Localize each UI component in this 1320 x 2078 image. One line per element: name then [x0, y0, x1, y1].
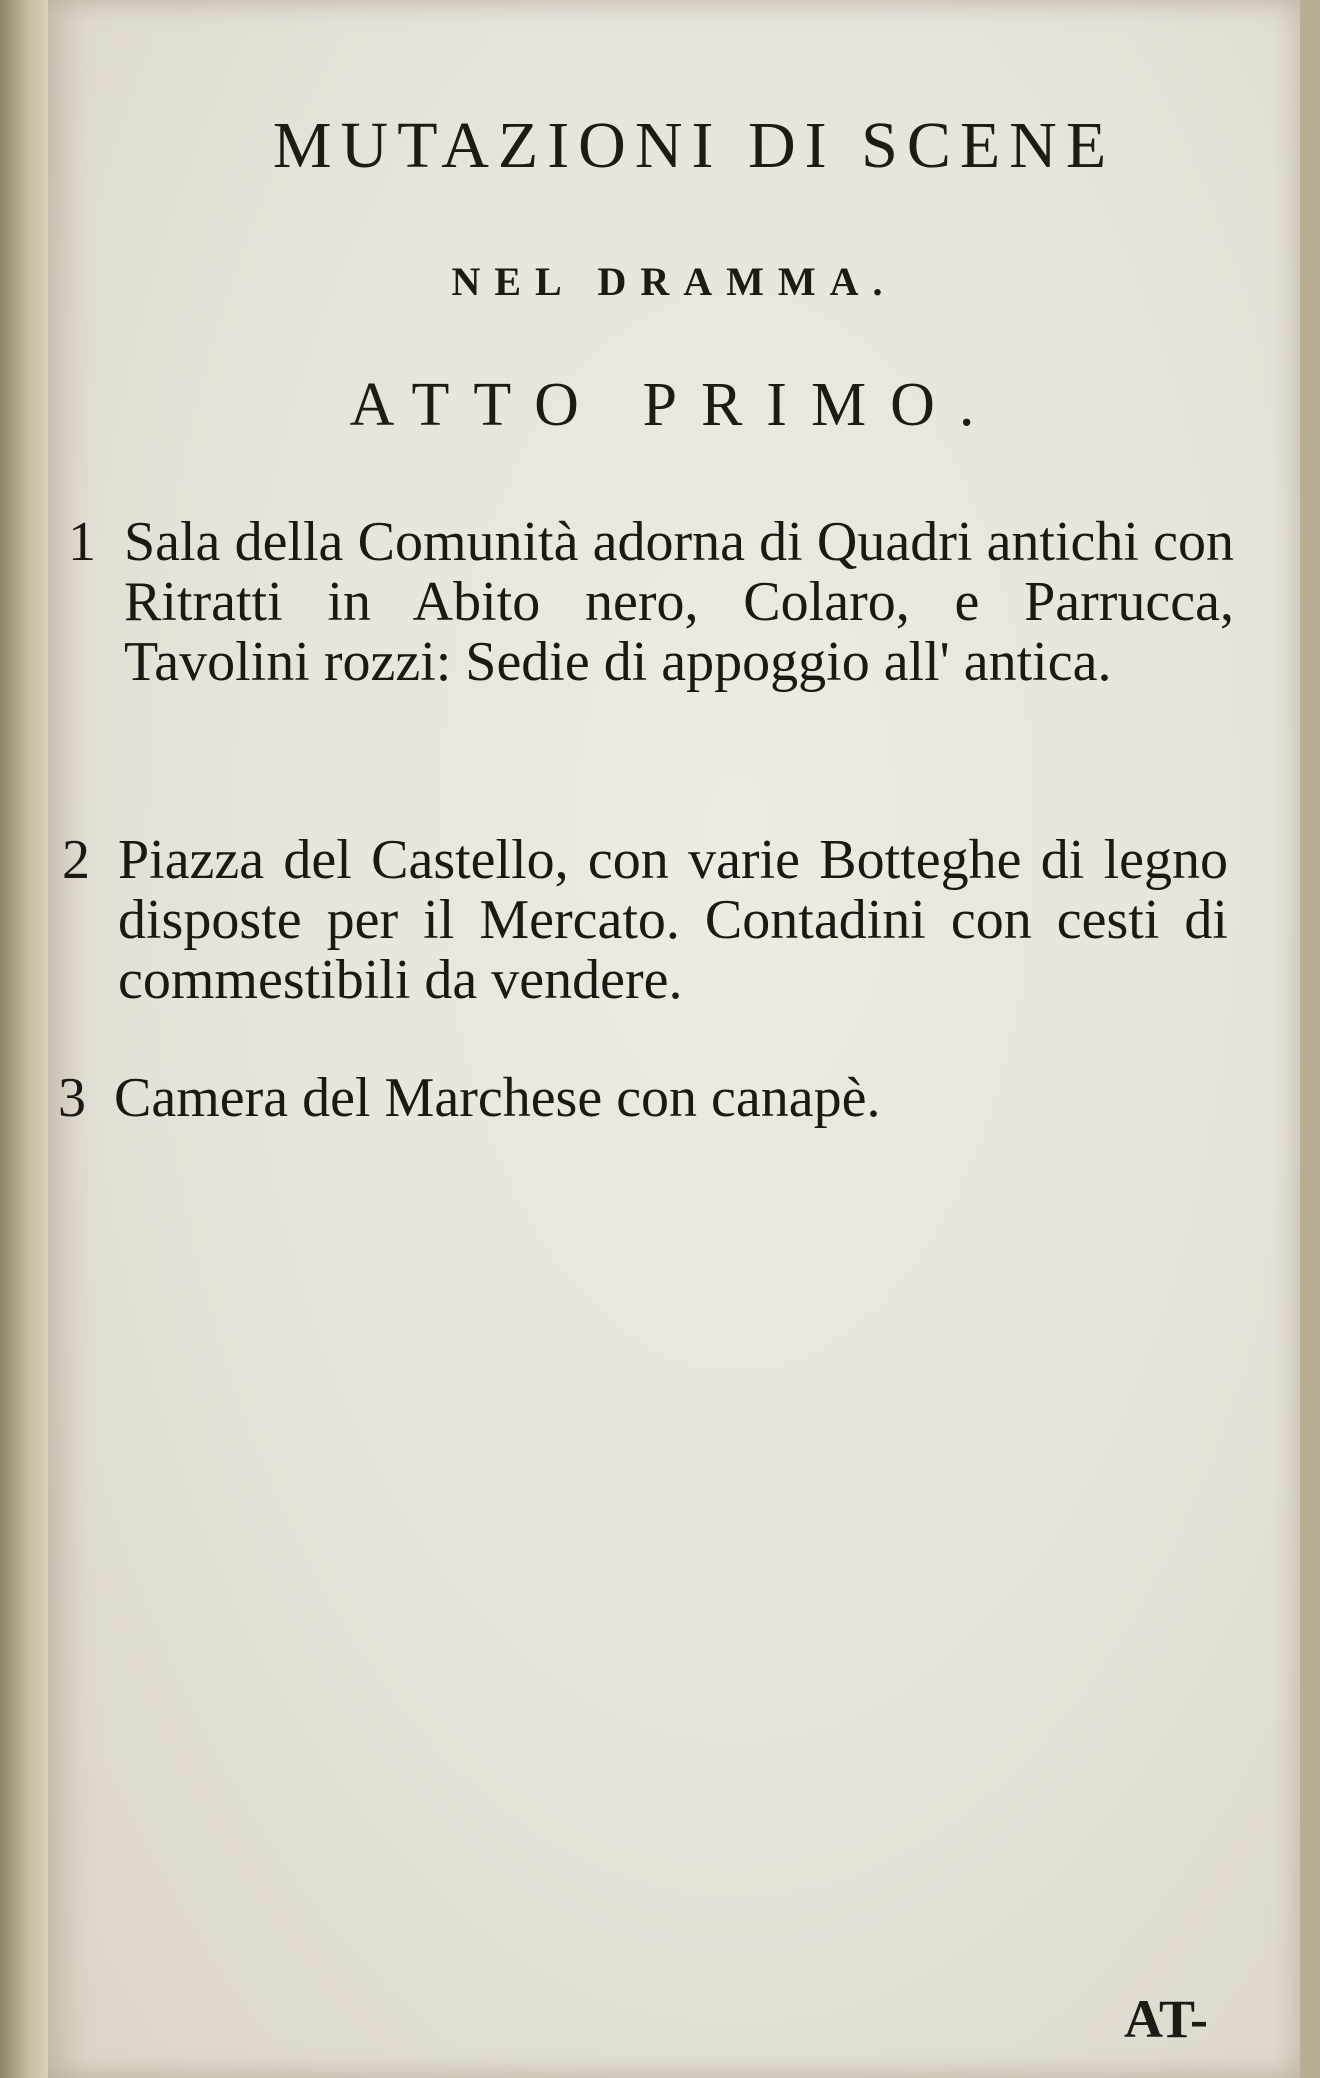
scene-entry: [56, 830, 1276, 1030]
scene-entry: [52, 1068, 1272, 1138]
act-heading: ATTO PRIMO.: [349, 371, 999, 439]
scene-description: Sala della Comunità adorna di Quadri antichi con Ritratti in Abito nero, Colaro, e Parrucca, Tavolini rozzi: Sedie di appoggio all' antica.: [124, 511, 1234, 693]
scene-number: 2: [62, 829, 90, 891]
book-page: [48, 0, 1300, 2078]
page-title: MUTAZIONI DI SCENE: [272, 109, 1116, 182]
page-subtitle: NEL DRAMMA.: [451, 259, 897, 304]
scene-description: Piazza del Castello, con varie Botteghe di legno disposte per il Mercato. Contadini con cesti di commestibili da vendere.: [118, 829, 1228, 1011]
scene-number: 1: [68, 511, 96, 573]
scene-entry: [62, 512, 1282, 772]
scene-number: 3: [58, 1067, 86, 1129]
catchword: AT-: [1123, 1989, 1208, 2049]
book-gutter: [0, 0, 48, 2078]
scene-description: Camera del Marchese con canapè.: [114, 1067, 881, 1129]
